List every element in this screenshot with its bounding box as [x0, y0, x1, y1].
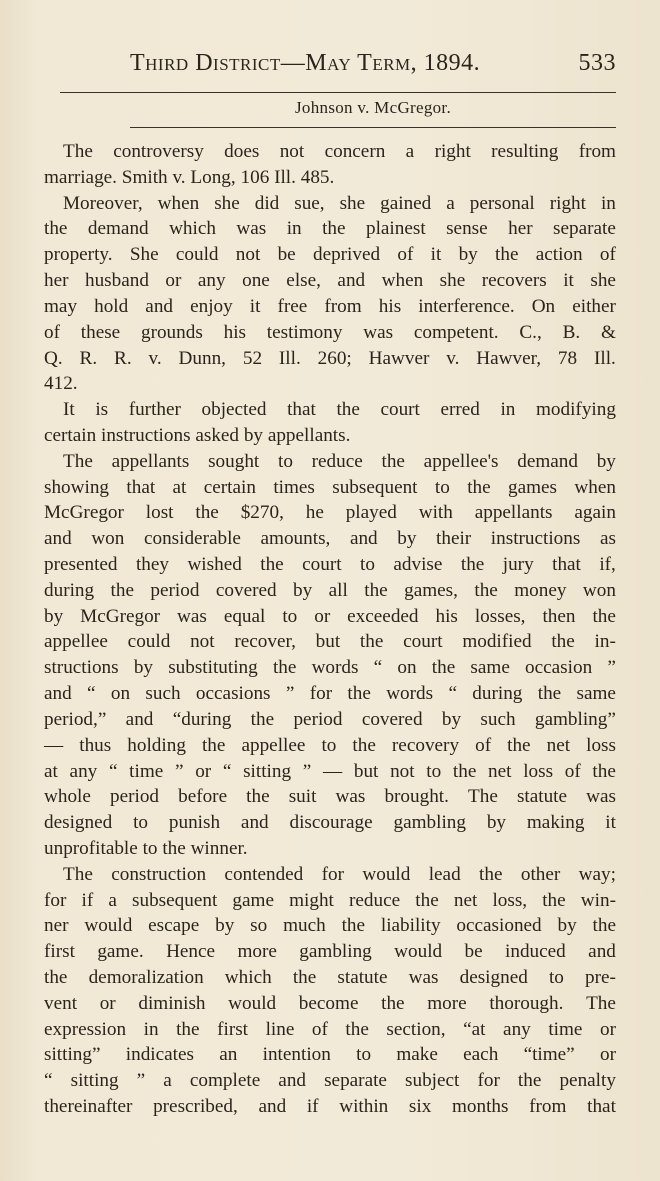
text-line: property. She could not be deprived of it by the action of [44, 244, 616, 266]
text-line: and “ on such occasions ” for the words “ during the same [44, 683, 616, 705]
text-line: of these grounds his testimony was competent. C., B. & [44, 321, 616, 343]
text-line: vent or diminish would become the more thorough. The [44, 992, 616, 1014]
text-line: and won considerable amounts, and by their instructions as [44, 528, 616, 550]
text-line: Moreover, when she did sue, she gained a personal right in [63, 192, 616, 214]
text-line: The controversy does not concern a right resulting from [63, 141, 616, 162]
text-line: whole period before the suit was brought. The statute was [44, 786, 616, 808]
text-line: The appellants sought to reduce the appellee's demand by [63, 450, 616, 472]
text-line: It is further objected that the court erred in modifying [63, 399, 616, 421]
text-line: structions by substituting the words “ on the same occasion ” [44, 657, 616, 679]
text-line: thereinafter prescribed, and if within six months from that [44, 1096, 616, 1118]
running-head [130, 50, 616, 77]
text-line: “ sitting ” a complete and separate subject for the penalty [44, 1070, 616, 1092]
text-line: at any “ time ” or “ sitting ” — but not to the net loss of the [44, 760, 616, 782]
text-line: — thus holding the appellee to the recovery of the net loss [44, 734, 616, 756]
running-title: Third District—May Term, 1894. [130, 50, 481, 76]
header-rule [60, 92, 616, 93]
text-line: ner would escape by so much the liability occasioned by the [44, 915, 616, 937]
text-line: McGregor lost the $270, he played with appellants again [44, 502, 616, 524]
page-number: 533 [578, 50, 616, 76]
text-line: her husband or any one else, and when she recovers it she [44, 270, 616, 292]
text-line: marriage. Smith v. Long, 106 Ill. 485. [44, 166, 335, 188]
text-line: designed to punish and discourage gambling by making it [44, 812, 616, 834]
text-line: expression in the first line of the section, “at any time or [44, 1018, 616, 1040]
text-line: the demand which was in the plainest sense her separate [44, 218, 616, 240]
text-line: presented they wished the court to advise the jury that if, [44, 554, 616, 575]
text-line: The construction contended for would lead the other way; [63, 863, 616, 885]
text-line: certain instructions asked by appellants. [44, 424, 351, 446]
text-line: sitting” indicates an intention to make each “time” or [44, 1044, 616, 1066]
text-line: unprofitable to the winner. [44, 837, 248, 859]
case-caption: Johnson v. McGregor. [295, 98, 451, 117]
body-text [44, 139, 616, 1120]
text-line: 412. [44, 373, 78, 395]
text-line: the demoralization which the statute was designed to pre- [44, 967, 616, 988]
text-line: by McGregor was equal to or exceeded his losses, then the [44, 605, 616, 627]
text-line: for if a subsequent game might reduce the net loss, the win- [44, 889, 616, 911]
text-line: showing that at certain times subsequent to the games when [44, 476, 616, 498]
text-line: period,” and “during the period covered by such gambling” [44, 708, 616, 730]
text-line: may hold and enjoy it free from his interference. On either [44, 295, 616, 317]
text-line: first game. Hence more gambling would be induced and [44, 941, 616, 963]
text-line: during the period covered by all the games, the money won [44, 579, 616, 601]
caption-rule [130, 127, 616, 128]
text-line: Q. R. R. v. Dunn, 52 Ill. 260; Hawver v. Hawver, 78 Ill. [44, 347, 616, 369]
text-line: appellee could not recover, but the court modified the in- [44, 631, 616, 653]
